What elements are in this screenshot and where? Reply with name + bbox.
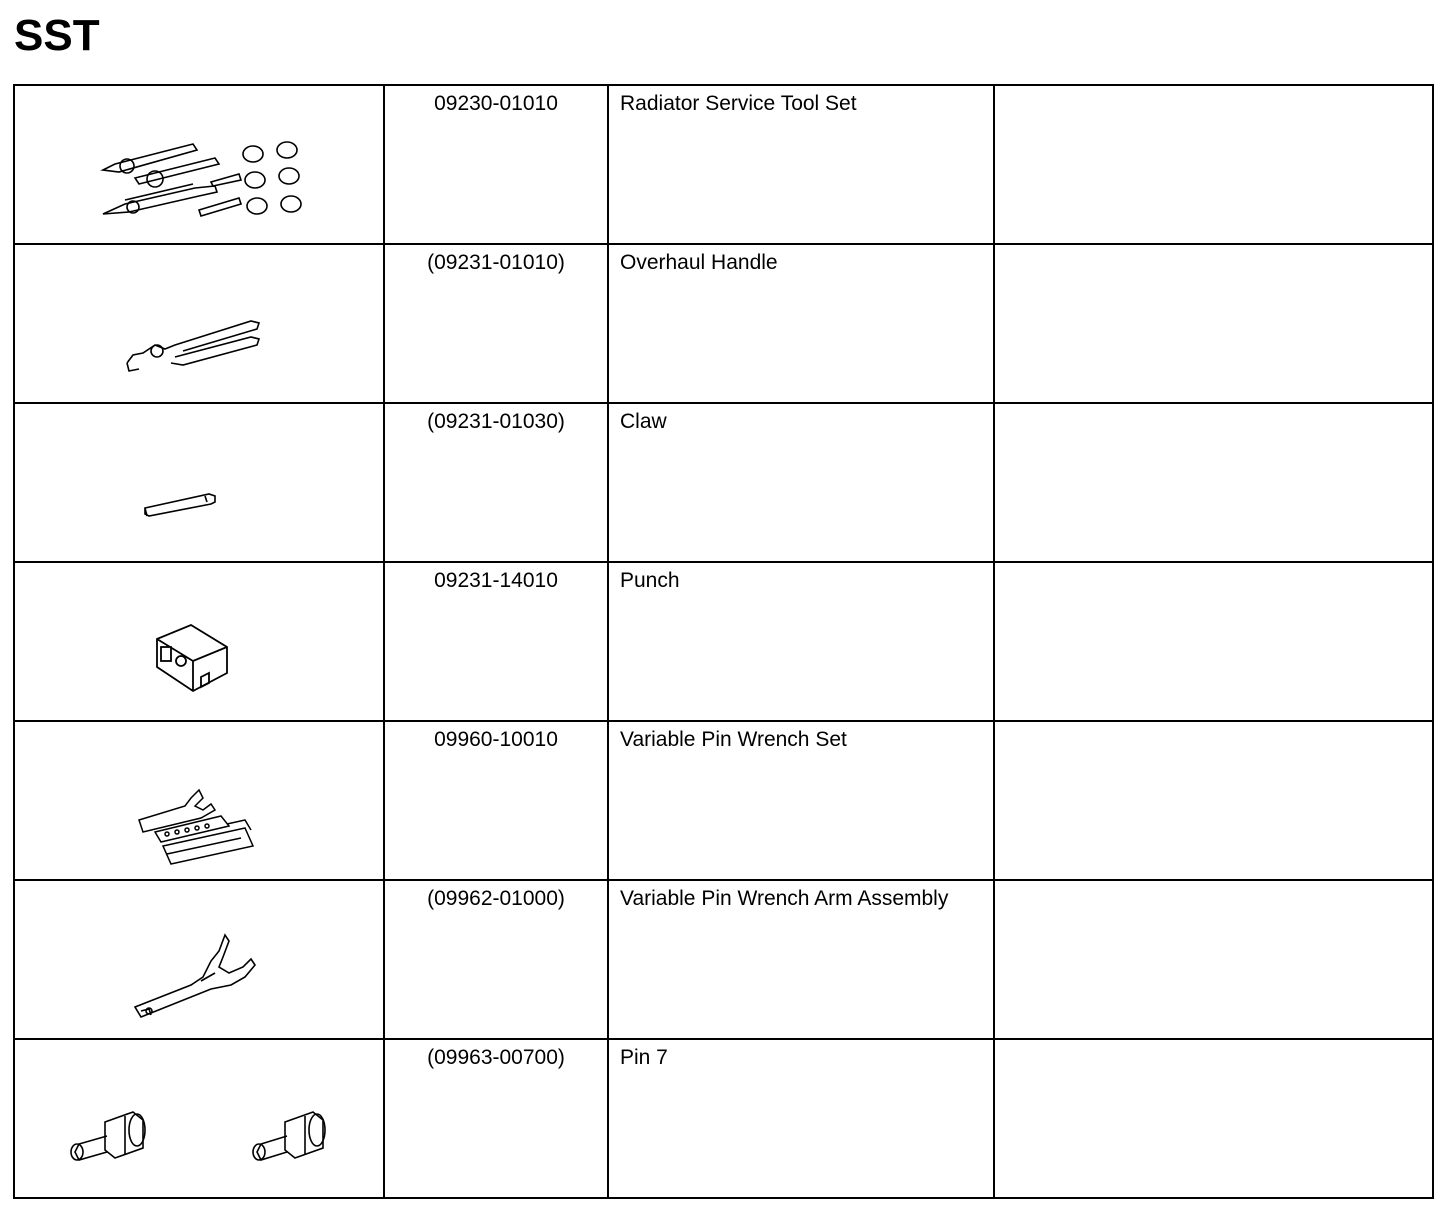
pin-right xyxy=(253,1112,325,1160)
part-number-cell xyxy=(384,403,608,562)
tool-illustration-cell xyxy=(14,244,384,403)
tool-name-cell xyxy=(608,244,994,403)
table-row xyxy=(14,244,1433,403)
tool-illustration-cell xyxy=(14,85,384,244)
tool-name: Variable Pin Wrench Arm Assembly xyxy=(620,887,949,910)
tool-name: Overhaul Handle xyxy=(620,251,778,274)
tool-name-cell xyxy=(608,85,994,244)
tool-illustration-cell xyxy=(14,721,384,880)
pin-7-illustration xyxy=(15,1040,385,1197)
tool-name: Pin 7 xyxy=(620,1046,668,1069)
part-number-cell xyxy=(384,1039,608,1198)
claw-illustration xyxy=(15,404,385,561)
note-cell xyxy=(994,562,1433,721)
part-number-cell xyxy=(384,244,608,403)
part-number: 09960-10010 xyxy=(434,728,558,751)
tool-name: Claw xyxy=(620,410,667,433)
table-row xyxy=(14,721,1433,880)
variable-pin-wrench-set-illustration xyxy=(15,722,385,879)
tool-illustration-cell xyxy=(14,403,384,562)
tool-name-cell xyxy=(608,1039,994,1198)
tool-name: Radiator Service Tool Set xyxy=(620,92,857,115)
part-number-cell xyxy=(384,85,608,244)
tool-illustration-cell xyxy=(14,562,384,721)
tool-illustration-cell xyxy=(14,1039,384,1198)
table-row xyxy=(14,880,1433,1039)
part-number: (09231-01010) xyxy=(427,251,565,274)
variable-pin-wrench-arm-illustration xyxy=(15,881,385,1038)
note-cell xyxy=(994,403,1433,562)
sst-table xyxy=(13,84,1434,1199)
part-number: 09230-01010 xyxy=(434,92,558,115)
part-number-cell xyxy=(384,880,608,1039)
part-number: 09231-14010 xyxy=(434,569,558,592)
part-number-cell xyxy=(384,721,608,880)
table-row xyxy=(14,562,1433,721)
table-row xyxy=(14,85,1433,244)
note-cell xyxy=(994,880,1433,1039)
tool-name: Variable Pin Wrench Set xyxy=(620,728,847,751)
tool-illustration-cell xyxy=(14,880,384,1039)
note-cell xyxy=(994,85,1433,244)
tool-name-cell xyxy=(608,880,994,1039)
table-row xyxy=(14,403,1433,562)
tool-name-cell xyxy=(608,403,994,562)
part-number: (09231-01030) xyxy=(427,410,565,433)
tool-name-cell xyxy=(608,721,994,880)
table-row xyxy=(14,1039,1433,1198)
tool-name-cell xyxy=(608,562,994,721)
note-cell xyxy=(994,244,1433,403)
part-number-cell xyxy=(384,562,608,721)
radiator-service-tool-set-illustration xyxy=(15,86,385,243)
punch-illustration xyxy=(15,563,385,720)
part-number: (09962-01000) xyxy=(427,887,565,910)
overhaul-handle-illustration xyxy=(15,245,385,402)
note-cell xyxy=(994,721,1433,880)
page-title: SST xyxy=(14,11,100,60)
pin-left xyxy=(71,1112,145,1160)
note-cell xyxy=(994,1039,1433,1198)
part-number: (09963-00700) xyxy=(427,1046,565,1069)
tool-name: Punch xyxy=(620,569,680,592)
